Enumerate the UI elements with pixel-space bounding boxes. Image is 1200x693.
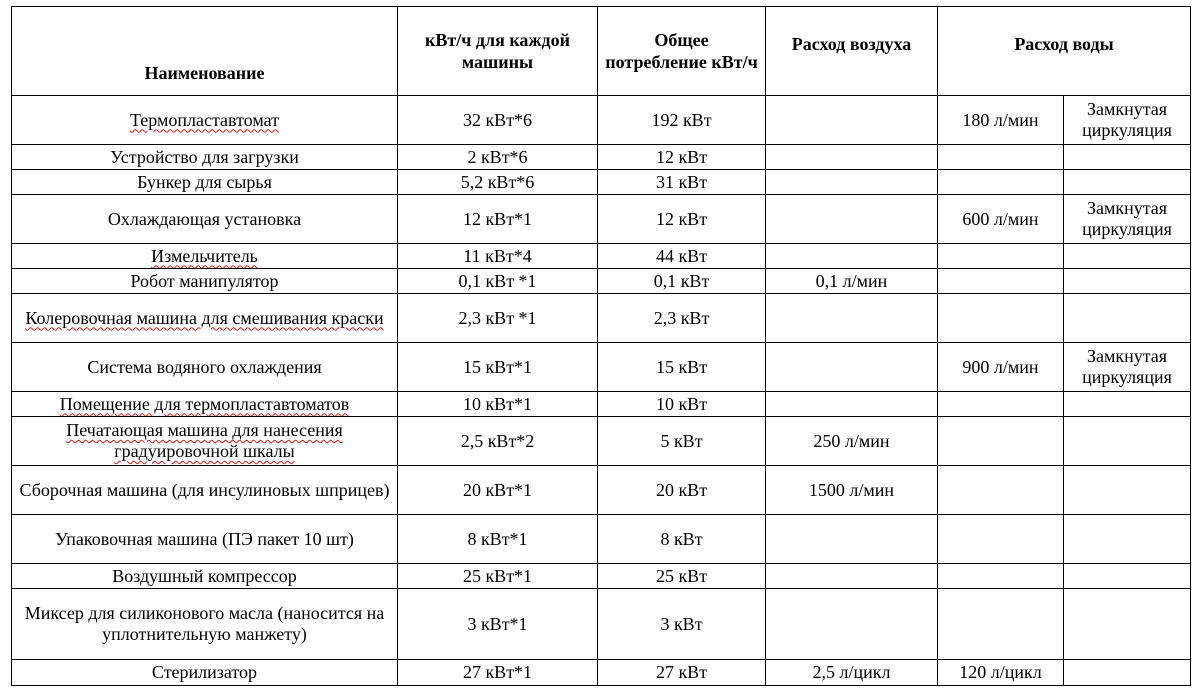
cell-air (766, 343, 938, 392)
table-row (12, 269, 1191, 294)
cell-kw-total: 0,1 кВт (598, 269, 766, 294)
cell-kw-each: 3 кВт*1 (398, 589, 598, 660)
table-row (12, 170, 1191, 195)
cell-kw-each: 5,2 кВт*6 (398, 170, 598, 195)
cell-water-note (1064, 269, 1191, 294)
cell-air: 1500 л/мин (766, 466, 938, 515)
header-name: Наименование (12, 7, 398, 96)
cell-name: Охлаждающая установка (12, 195, 398, 244)
cell-kw-total: 15 кВт (598, 343, 766, 392)
cell-kw-total: 12 кВт (598, 145, 766, 170)
cell-air (766, 589, 938, 660)
cell-kw-each: 15 кВт*1 (398, 343, 598, 392)
header-kw-total: Общее потребление кВт/ч (598, 7, 766, 96)
cell-water-note (1064, 660, 1191, 686)
table-row (12, 417, 1191, 466)
cell-name: Измельчитель (12, 244, 398, 269)
cell-water (938, 564, 1064, 589)
header-air: Расход воздуха (766, 7, 938, 96)
cell-air: 0,1 л/мин (766, 269, 938, 294)
cell-kw-total: 10 кВт (598, 392, 766, 417)
cell-air (766, 244, 938, 269)
cell-air: 2,5 л/цикл (766, 660, 938, 686)
cell-name: Бункер для сырья (12, 170, 398, 195)
cell-water-note (1064, 145, 1191, 170)
cell-water (938, 244, 1064, 269)
cell-air (766, 145, 938, 170)
cell-water-note (1064, 392, 1191, 417)
cell-name: Воздушный компрессор (12, 564, 398, 589)
cell-name: Помещение для термопластавтоматов (12, 392, 398, 417)
cell-name: Миксер для силиконового масла (наносится на уплотнительную манжету) (12, 589, 398, 660)
cell-name: Система водяного охлаждения (12, 343, 398, 392)
cell-water: 120 л/цикл (938, 660, 1064, 686)
cell-water-note: Замкнутая циркуляция (1064, 195, 1191, 244)
cell-name: Сборочная машина (для инсулиновых шприцев) (12, 466, 398, 515)
cell-air (766, 294, 938, 343)
cell-kw-each: 11 кВт*4 (398, 244, 598, 269)
cell-water (938, 294, 1064, 343)
power-consumption-table (11, 6, 1191, 686)
cell-air (766, 96, 938, 145)
cell-kw-each: 12 кВт*1 (398, 195, 598, 244)
cell-water (938, 417, 1064, 466)
cell-water-note (1064, 515, 1191, 564)
table-row (12, 96, 1191, 145)
cell-water-note (1064, 589, 1191, 660)
cell-water: 180 л/мин (938, 96, 1064, 145)
cell-kw-total: 31 кВт (598, 170, 766, 195)
cell-kw-total: 25 кВт (598, 564, 766, 589)
cell-air (766, 564, 938, 589)
cell-water: 900 л/мин (938, 343, 1064, 392)
table-row (12, 564, 1191, 589)
cell-name: Печатающая машина для нанесения градуировочной шкалы (12, 417, 398, 466)
cell-kw-each: 10 кВт*1 (398, 392, 598, 417)
cell-kw-total: 44 кВт (598, 244, 766, 269)
cell-kw-total: 27 кВт (598, 660, 766, 686)
cell-air: 250 л/мин (766, 417, 938, 466)
cell-air (766, 515, 938, 564)
cell-water-note (1064, 417, 1191, 466)
table-row (12, 145, 1191, 170)
cell-kw-total: 192 кВт (598, 96, 766, 145)
cell-kw-each: 8 кВт*1 (398, 515, 598, 564)
cell-air (766, 170, 938, 195)
cell-air (766, 392, 938, 417)
cell-water-note: Замкнутая циркуляция (1064, 343, 1191, 392)
table-row (12, 515, 1191, 564)
cell-water-note (1064, 294, 1191, 343)
cell-kw-each: 25 кВт*1 (398, 564, 598, 589)
table-row (12, 195, 1191, 244)
cell-kw-total: 20 кВт (598, 466, 766, 515)
cell-kw-total: 12 кВт (598, 195, 766, 244)
cell-water-note (1064, 244, 1191, 269)
cell-air (766, 195, 938, 244)
cell-kw-each: 2,5 кВт*2 (398, 417, 598, 466)
cell-water (938, 515, 1064, 564)
cell-water (938, 392, 1064, 417)
cell-kw-each: 2 кВт*6 (398, 145, 598, 170)
cell-name: Колеровочная машина для смешивания краски (12, 294, 398, 343)
table-row (12, 343, 1191, 392)
cell-kw-each: 0,1 кВт *1 (398, 269, 598, 294)
cell-water-note: Замкнутая циркуляция (1064, 96, 1191, 145)
cell-kw-total: 8 кВт (598, 515, 766, 564)
cell-water: 600 л/мин (938, 195, 1064, 244)
cell-water-note (1064, 170, 1191, 195)
table-row (12, 466, 1191, 515)
cell-kw-each: 20 кВт*1 (398, 466, 598, 515)
cell-name: Робот манипулятор (12, 269, 398, 294)
cell-name: Устройство для загрузки (12, 145, 398, 170)
table-row (12, 589, 1191, 660)
cell-water-note (1064, 466, 1191, 515)
cell-name: Упаковочная машина (ПЭ пакет 10 шт) (12, 515, 398, 564)
header-water: Расход воды (938, 7, 1191, 96)
cell-kw-each: 27 кВт*1 (398, 660, 598, 686)
cell-water (938, 589, 1064, 660)
cell-water (938, 466, 1064, 515)
cell-water (938, 170, 1064, 195)
header-kw-each: кВт/ч для каждой машины (398, 7, 598, 96)
cell-water-note (1064, 564, 1191, 589)
table-row (12, 392, 1191, 417)
cell-kw-each: 2,3 кВт *1 (398, 294, 598, 343)
cell-water (938, 269, 1064, 294)
cell-kw-each: 32 кВт*6 (398, 96, 598, 145)
cell-kw-total: 2,3 кВт (598, 294, 766, 343)
cell-kw-total: 3 кВт (598, 589, 766, 660)
cell-kw-total: 5 кВт (598, 417, 766, 466)
table-row (12, 244, 1191, 269)
cell-water (938, 145, 1064, 170)
table-row (12, 660, 1191, 686)
cell-name: Стерилизатор (12, 660, 398, 686)
table-row (12, 294, 1191, 343)
cell-name: Термопластавтомат (12, 96, 398, 145)
table-header-row (12, 7, 1191, 96)
